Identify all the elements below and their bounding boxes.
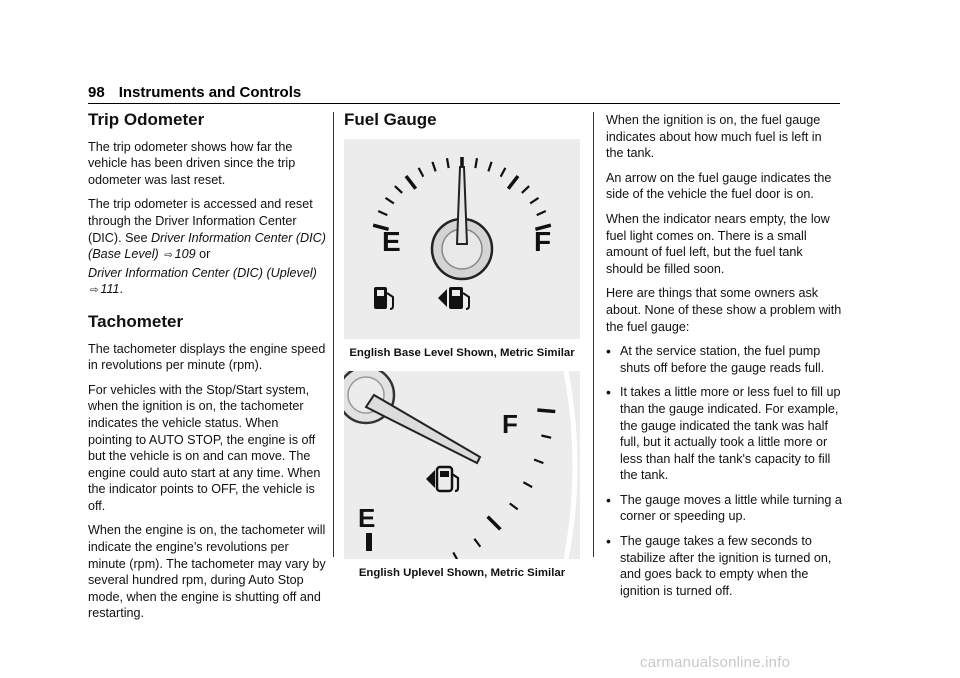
fuel-pump-icon [374,287,393,309]
gauge-ticks [381,410,555,559]
gauge-tick [474,539,480,547]
gauge-tick [501,167,506,176]
list-item: • The gauge moves a little while turning a corner or speeding up. [606,492,842,525]
gauge-empty-mark [366,533,372,551]
page-ref-icon: ⇨ [90,285,99,297]
fuel-gauge-base-caption: English Base Level Shown, Metric Similar [349,346,575,359]
tachometer-heading: Tachometer [88,311,184,331]
fuel-gauge-uplevel-caption: English Uplevel Shown, Metric Similar [358,567,566,580]
gauge-tick [432,161,435,170]
fuel-door-arrow-icon [426,467,458,491]
fuel-paragraph-4: Here are things that some owners ask about. None of these show a problem with the fuel gauge: [606,286,842,334]
gauge-tick [523,482,532,487]
gauge-tick [386,197,394,203]
column-divider-left [333,112,334,557]
gauge-tick [522,186,529,193]
gauge-empty-label: E [358,503,376,534]
tachometer-paragraph-2: For vehicles with the Stop/Start system, when the ignition is on, the tachometer indicates the vehicle status. When pointing to AUTO STOP, the engine is off but the vehicle is on and can move. The engine could auto start at any time. When the indicator points to OFF, the vehicle is off. [88,382,321,513]
gauge-tick [447,158,449,168]
list-item: • The gauge takes a few seconds to stabilize after the ignition is turned on, and goes back to empty when the ignition is turned off. [606,533,842,599]
column-left [88,112,326,630]
end-period: . [119,282,124,297]
gauge-tick [419,167,424,176]
gauge-tick [508,176,518,189]
list-item: • At the service station, the fuel pump shuts off before the gauge reads full. [606,343,842,376]
trip-odometer-text: The trip odometer is accessed and reset through the Driver Information Center (DIC). See [88,197,313,245]
fuel-gauge-heading: Fuel Gauge [344,110,437,129]
page-ref-icon: ⇨ [164,250,173,262]
column-right [606,112,842,607]
trip-odometer-heading: Trip Odometer [88,110,205,129]
gauge-tick [534,460,543,464]
gauge-tick [537,410,555,412]
or-text: or [195,247,211,262]
gauge-tick [537,211,546,215]
fuel-gauge-uplevel-svg [344,371,580,559]
fuel-door-arrow-icon [438,287,469,309]
gauge-tick [488,517,501,530]
gauge-tick [488,161,491,170]
trip-odometer-paragraph-1: The trip odometer shows how far the vehicle has been driven since the trip odometer was last reset. [88,139,296,187]
xref-dic-uplevel-link[interactable]: Driver Information Center (DIC) (Uplevel) [88,265,317,280]
gauge-tick [475,158,477,168]
header-rule [88,103,840,104]
fuel-faq-list [606,343,842,599]
section-title: Instruments and Controls [118,84,302,101]
fuel-paragraph-3: When the indicator nears empty, the low fuel light comes on. There is a small amount of fuel left, but the fuel tank should be filled soon. [606,211,830,276]
gauge-needle [457,167,467,244]
list-item: • It takes a little more or less fuel to fill up than the gauge indicated. For example, the gauge indicated the tank was half full, but it actually took a little more or less than half the tank's capacity to fill the tank. [606,384,842,484]
column-divider-right [593,112,594,557]
gauge-tick [530,197,538,203]
gauge-tick [395,186,402,193]
fuel-gauge-base-illustration [344,139,580,339]
gauge-tick [378,211,387,215]
gauge-tick [510,504,518,510]
gauge-full-label: F [534,225,552,257]
column-middle [344,112,580,582]
trip-odometer-paragraph-2 [88,196,326,300]
xref-dic-uplevel-page[interactable]: 111 [100,282,120,297]
xref-dic-base-link[interactable]: Driver Information Center (DIC) (Base Level) [88,230,326,262]
fuel-paragraph-1: When the ignition is on, the fuel gauge indicates about how much fuel is left in the tank. [606,113,822,161]
fuel-gauge-base-svg [344,139,580,339]
page-number: 98 [88,84,105,101]
fuel-gauge-uplevel-illustration [344,371,580,559]
tachometer-paragraph-1: The tachometer displays the engine speed in revolutions per minute (rpm). [88,341,326,373]
gauge-full-label: F [502,409,518,440]
page-header [88,84,840,101]
gauge-tick [541,436,551,438]
gauge-rim [566,371,575,559]
gauge-needle [366,395,480,463]
xref-dic-base-page[interactable]: 109 [174,247,196,262]
site-watermark: carmanualsonline.info [640,654,791,671]
fuel-paragraph-2: An arrow on the fuel gauge indicates the side of the vehicle the fuel door is on. [606,170,832,202]
gauge-empty-label: E [382,225,401,257]
gauge-tick [406,176,416,189]
gauge-tick [453,553,458,560]
tachometer-paragraph-3: When the engine is on, the tachometer will indicate the engine’s revolutions per minute (rpm). The tachometer may vary by several hundred rpm, during Auto Stop mode, when the engine is shutting off and restarting. [88,523,326,621]
